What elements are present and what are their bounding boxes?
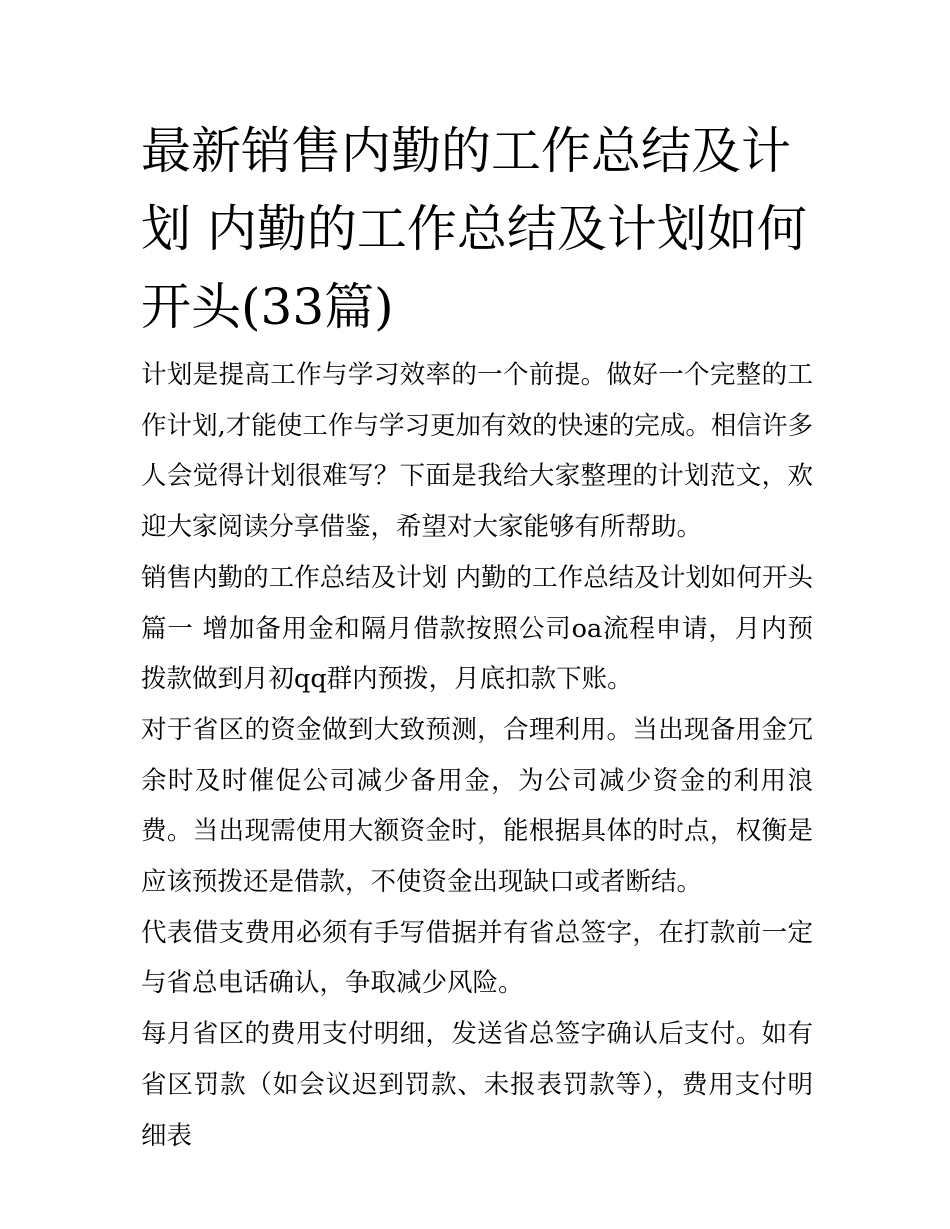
paragraph-2: 对于省区的资金做到大致预测，合理利用。当出现备用金冗余时及时催促公司减少备用金，为公司减少资金的利用浪费。当出现需使用大额资金时，能根据具体的时点，权衡是应该预拨还是借款，不使资金出现缺口或者断结。 xyxy=(141,714,813,898)
document-body xyxy=(141,112,813,1161)
paragraph-4: 每月省区的费用支付明细，发送省总签字确认后支付。如有省区罚款（如会议迟到罚款、未报表罚款等），费用支付明细表 xyxy=(141,1019,813,1151)
paragraph-1: 销售内勤的工作总结及计划 内勤的工作总结及计划如何开头篇一 增加备用金和隔月借款按照公司oa流程申请，月内预拨款做到月初qq群内预拨，月底扣款下账。 xyxy=(141,562,813,695)
paragraph-3: 代表借支费用必须有手写借据并有省总签字，在打款前一定与省总电话确认，争取减少风险。 xyxy=(141,917,813,999)
document-title: 最新销售内勤的工作总结及计划 内勤的工作总结及计划如何开头(33篇) xyxy=(141,122,807,336)
paragraph-intro: 计划是提高工作与学习效率的一个前提。做好一个完整的工作计划,才能使工作与学习更加有效的快速的完成。相信许多人会觉得计划很难写？下面是我给大家整理的计划范文，欢迎大家阅读分享借鉴，希望对大家能够有所帮助。 xyxy=(141,360,813,543)
